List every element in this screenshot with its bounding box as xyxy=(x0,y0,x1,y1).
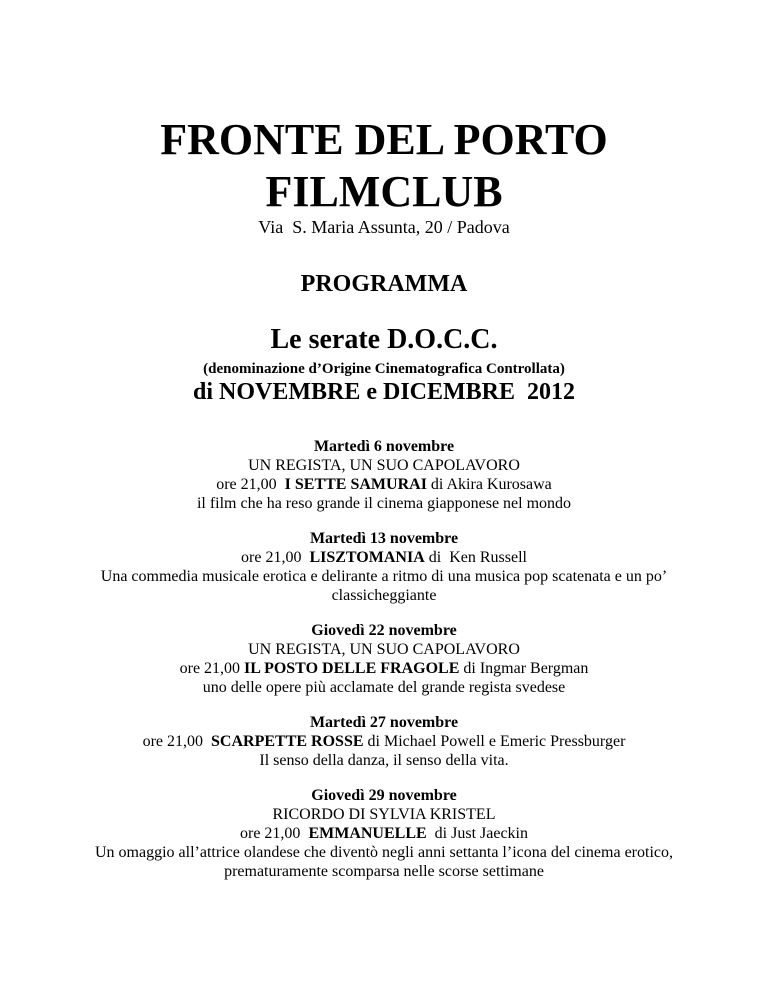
event-screening xyxy=(60,475,708,494)
event-time: ore 21,00 xyxy=(240,825,309,842)
event-director: di Ken Russell xyxy=(424,549,527,566)
series-title: Le serate D.O.C.C. xyxy=(270,324,498,355)
event-date: Martedì 13 novembre xyxy=(309,530,459,547)
club-address: Via S. Maria Assunta, 20 / Padova xyxy=(258,217,510,237)
event-screening xyxy=(60,548,708,567)
event-director: di Just Jaeckin xyxy=(426,825,528,842)
event-date: Giovedì 22 novembre xyxy=(311,622,457,639)
event-item xyxy=(60,621,708,697)
event-rubric: UN REGISTA, UN SUO CAPOLAVORO xyxy=(248,457,520,474)
event-item xyxy=(60,786,708,881)
event-director: di Akira Kurosawa xyxy=(426,476,552,493)
event-screening xyxy=(60,824,708,843)
series-subtitle: (denominazione d’Origine Cinematografica Controllata) xyxy=(203,361,565,377)
event-list xyxy=(60,437,708,897)
event-description: uno delle opere più acclamate del grande regista svedese xyxy=(202,679,566,696)
event-film-title: IL POSTO DELLE FRAGOLE xyxy=(244,660,460,677)
event-date: Giovedì 29 novembre xyxy=(311,787,457,804)
event-time: ore 21,00 xyxy=(142,733,212,750)
event-time: ore 21,00 xyxy=(216,476,285,493)
event-film-title: EMMANUELLE xyxy=(308,825,427,842)
event-screening xyxy=(60,732,708,751)
event-director: di Ingmar Bergman xyxy=(459,660,589,677)
event-film-title: I SETTE SAMURAI xyxy=(284,476,427,493)
title-line-1: FRONTE DEL PORTO xyxy=(160,115,608,164)
event-description: Il senso della danza, il senso della vita. xyxy=(259,752,509,769)
event-date: Martedì 6 novembre xyxy=(313,438,455,455)
event-item xyxy=(60,713,708,770)
event-rubric: RICORDO DI SYLVIA KRISTEL xyxy=(272,806,496,823)
event-time: ore 21,00 xyxy=(241,549,310,566)
program-heading: PROGRAMMA xyxy=(300,271,468,297)
event-time: ore 21,00 xyxy=(179,660,245,677)
event-description: il film che ha reso grande il cinema giapponese nel mondo xyxy=(196,495,572,512)
event-film-title: LISZTOMANIA xyxy=(309,549,425,566)
event-date: Martedì 27 novembre xyxy=(309,714,459,731)
event-screening xyxy=(60,659,708,678)
page-title xyxy=(0,114,768,218)
title-line-2: FILMCLUB xyxy=(265,167,503,216)
event-description: Un omaggio all’attrice olandese che diventò negli anni settanta l’icona del cinema erotico, prematuramente scomparsa nelle scorse settimane xyxy=(95,844,673,880)
event-item xyxy=(60,529,708,605)
event-director: di Michael Powell e Emeric Pressburger xyxy=(363,733,626,750)
event-item xyxy=(60,437,708,513)
event-description: Una commedia musicale erotica e delirante a ritmo di una musica pop scatenata e un po’ classicheggiante xyxy=(100,568,668,604)
event-film-title: SCARPETTE ROSSE xyxy=(211,733,364,750)
program-period: di NOVEMBRE e DICEMBRE 2012 xyxy=(192,379,576,405)
event-rubric: UN REGISTA, UN SUO CAPOLAVORO xyxy=(248,641,520,658)
